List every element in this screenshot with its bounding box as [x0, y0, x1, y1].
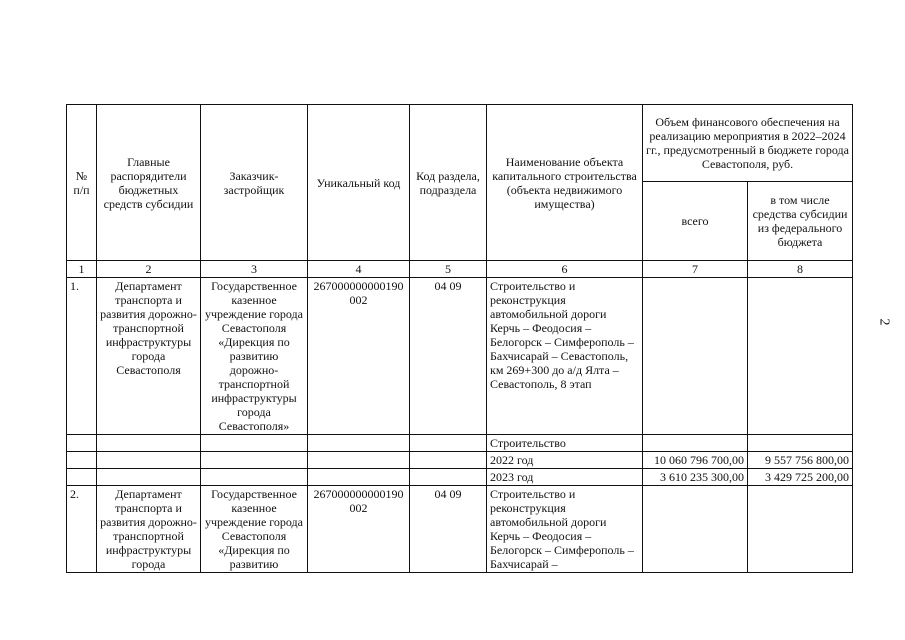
header-customer: Заказчик-застройщик [201, 105, 308, 261]
header-section-code: Код раздела, подраздела [410, 105, 487, 261]
column-number: 8 [748, 261, 853, 278]
table-row [67, 486, 853, 573]
row-federal-amount: 3 429 725 200,00 [748, 469, 853, 486]
header-federal: в том числе средства субсидии из федерального бюджета [748, 182, 853, 261]
page-number: 2 [876, 318, 892, 326]
column-number: 6 [487, 261, 643, 278]
row-manager: Департамент транспорта и развития дорожно-транспортной инфраструктуры города Севастополя [97, 278, 201, 435]
header-object-name: Наименование объекта капитального строительства (объекта недвижимого имущества) [487, 105, 643, 261]
header-funding-group: Объем финансового обеспечения на реализацию мероприятия в 2022–2024 гг., предусмотренный в бюджете города Севастополя, руб. [643, 105, 853, 182]
row-unique-code: 267000000000190002 [308, 486, 410, 573]
header-total: всего [643, 182, 748, 261]
column-number: 7 [643, 261, 748, 278]
column-number: 3 [201, 261, 308, 278]
row-total-amount: 10 060 796 700,00 [643, 452, 748, 469]
row-year: 2023 год [487, 469, 643, 486]
table-row [67, 469, 853, 486]
table-row [67, 435, 853, 452]
row-customer: Государственное казенное учреждение города Севастополя «Дирекция по развитию [201, 486, 308, 573]
budget-table [66, 104, 853, 573]
header-managers: Главные распорядители бюджетных средств субсидии [97, 105, 201, 261]
row-federal-amount: 9 557 756 800,00 [748, 452, 853, 469]
row-object-name: Строительство и реконструкция автомобильной дороги Керчь – Феодосия – Белогорск – Симферополь – Бахчисарай – Севастополь, км 269+300 до а/д Ялта – Севастополь, 8 этап [487, 278, 643, 435]
row-object-name: Строительство и реконструкция автомобильной дороги Керчь – Феодосия – Белогорск – Симферополь – Бахчисарай – [487, 486, 643, 573]
row-section-code: 04 09 [410, 486, 487, 573]
row-unique-code: 267000000000190002 [308, 278, 410, 435]
column-number: 2 [97, 261, 201, 278]
row-sub-label: Строительство [487, 435, 643, 452]
row-section-code: 04 09 [410, 278, 487, 435]
column-number: 4 [308, 261, 410, 278]
table-row [67, 278, 853, 435]
row-manager: Департамент транспорта и развития дорожно-транспортной инфраструктуры города [97, 486, 201, 573]
header-num: № п/п [67, 105, 97, 261]
row-num: 1. [67, 278, 97, 435]
header-unique-code: Уникальный код [308, 105, 410, 261]
row-num: 2. [67, 486, 97, 573]
row-customer: Государственное казенное учреждение города Севастополя «Дирекция по развитию дорожно-транспортной инфраструктуры города Севастополя» [201, 278, 308, 435]
row-year: 2022 год [487, 452, 643, 469]
column-numbers-row [67, 261, 853, 278]
row-total-amount: 3 610 235 300,00 [643, 469, 748, 486]
table-row [67, 452, 853, 469]
column-number: 1 [67, 261, 97, 278]
column-number: 5 [410, 261, 487, 278]
